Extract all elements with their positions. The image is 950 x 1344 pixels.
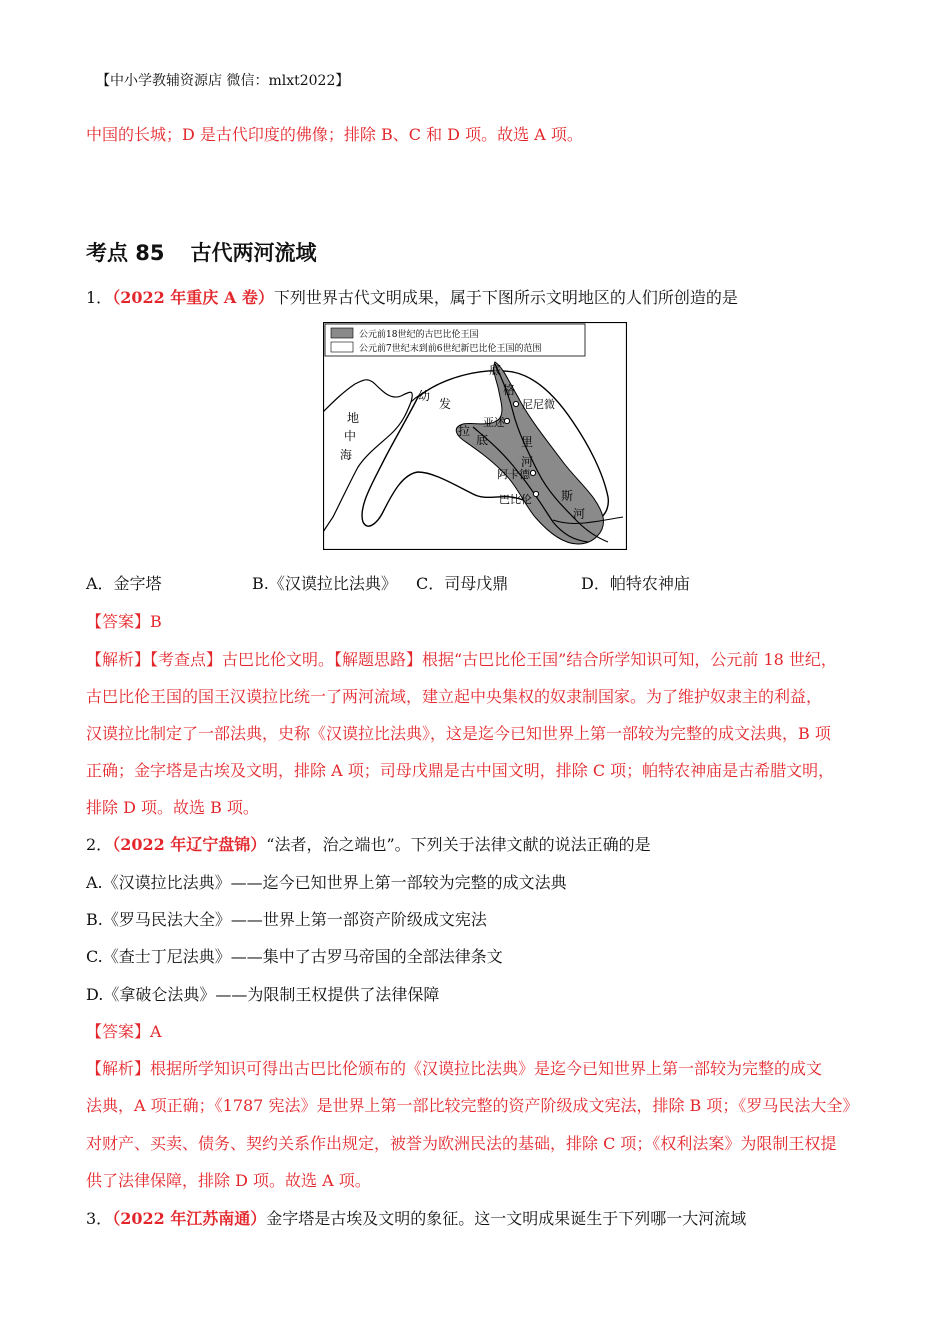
- map-label-euphrates-2: 发: [439, 397, 452, 411]
- question-2-option-b: B.《罗马民法大全》——世界上第一部资产阶级成文宪法: [86, 910, 487, 929]
- legend-neo-babylon: 公元前7世纪末到前6世纪新巴比伦王国的范围: [359, 344, 542, 354]
- question-text: 金字塔是古埃及文明的象征。这一文明成果诞生于下列哪一大河流域: [266, 1209, 747, 1228]
- question-text: “法者，治之端也”。下列关于法律文献的说法正确的是: [266, 835, 651, 854]
- question-number: 1．: [86, 288, 113, 307]
- map-label-tigris-1: 底: [489, 363, 502, 377]
- page-header: 【中小学教辅资源店 微信：mlxt2022】: [96, 73, 350, 89]
- question-2-answer: 【答案】A: [86, 1022, 162, 1041]
- map-label-assur: 亚述: [483, 416, 505, 429]
- question-1-analysis-line-2: 古巴比伦王国的国王汉谟拉比统一了两河流域，建立起中央集权的奴隶制国家。为了维护奴隶主的利益，: [86, 687, 823, 706]
- map-label-tigris-3: 里: [521, 435, 534, 449]
- question-2-analysis-line-2: 法典，A 项正确；《1787 宪法》是世界上第一部比较完整的资产阶级成文宪法，排除 B 项；《罗马民法大全》: [86, 1096, 859, 1115]
- map-label-sea-3: 海: [340, 448, 353, 462]
- map-label-tigris-6: 河: [573, 507, 586, 521]
- question-source: （2022 年江苏南通）: [112, 1209, 267, 1228]
- question-1-analysis-line-4: 正确；金字塔是古埃及文明，排除 A 项；司母戊鼎是古中国文明，排除 C 项；帕特农神庙是古希腊文明，: [86, 761, 835, 780]
- map-label-sea-2: 中: [344, 429, 357, 443]
- section-name: 古代两河流域: [190, 241, 317, 265]
- legend-swatch-old-babylon: [331, 328, 353, 338]
- question-text: 下列世界古代文明成果，属于下图所示文明地区的人们所创造的是: [273, 288, 738, 307]
- question-1-answer: 【答案】B: [86, 612, 162, 631]
- map-label-tigris-4: 河: [521, 455, 534, 469]
- map-label-euphrates-3: 拉: [458, 424, 471, 438]
- legend-old-babylon: 公元前18世纪的古巴比伦王国: [359, 330, 479, 340]
- map-label-nineveh: 尼尼微: [522, 398, 555, 411]
- question-2-option-d: D.《拿破仑法典》——为限制王权提供了法律保障: [86, 985, 440, 1004]
- previous-analysis-tail: 中国的长城；D 是古代印度的佛像；排除 B、C 和 D 项。故选 A 项。: [86, 125, 583, 144]
- option-c: C．司母戊鼎: [416, 574, 509, 593]
- map-label-babylon: 巴比伦: [499, 493, 532, 506]
- question-number: 2．: [86, 835, 113, 854]
- option-b: B.《汉谟拉比法典》: [252, 574, 397, 593]
- city-marker-akkad: [530, 470, 535, 475]
- city-marker-nineveh: [513, 401, 518, 406]
- map-label-tigris-5: 斯: [561, 489, 574, 503]
- question-2-option-c: C.《查士丁尼法典》——集中了古罗马帝国的全部法律条文: [86, 947, 503, 966]
- section-title: [86, 237, 317, 267]
- question-1-analysis-line-5: 排除 D 项。故选 B 项。: [86, 798, 259, 817]
- question-source: （2022 年重庆 A 卷）: [112, 288, 274, 307]
- question-1-analysis-line-1: 【解析】【考查点】古巴比伦文明。【解题思路】根据“古巴比伦王国”结合所学知识可知，公元前 18 世纪，: [86, 650, 837, 669]
- option-d: D．帕特农神庙: [581, 574, 690, 593]
- question-1-options: [86, 571, 786, 593]
- map-label-sea-1: 地: [347, 411, 360, 425]
- question-1-stem: [86, 285, 738, 308]
- city-marker-babylon: [533, 491, 538, 496]
- section-number: 考点 85: [86, 241, 165, 265]
- question-2-option-a: A.《汉谟拉比法典》——迄今已知世界上第一部较为完整的成文法典: [86, 873, 567, 892]
- question-2-stem: [86, 832, 651, 855]
- question-2-analysis-line-3: 对财产、买卖、债务、契约关系作出规定，被誉为欧洲民法的基础，排除 C 项；《权利法案》为限制王权提: [86, 1134, 837, 1153]
- map-label-euphrates-4: 底: [476, 433, 489, 447]
- city-marker-assur: [504, 418, 509, 423]
- question-source: （2022 年辽宁盘锦）: [112, 835, 267, 854]
- question-2-analysis-line-4: 供了法律保障，排除 D 项。故选 A 项。: [86, 1171, 371, 1190]
- question-1-analysis-line-3: 汉谟拉比制定了一部法典，史称《汉谟拉比法典》，这是迄今已知世界上第一部较为完整的成文法典，B 项: [86, 724, 831, 743]
- mesopotamia-map: [323, 322, 627, 550]
- option-a: A．金字塔: [86, 574, 162, 593]
- map-label-akkad: 阿卡德: [497, 468, 530, 481]
- question-2-analysis-line-1: 【解析】根据所学知识可得出古巴比伦颁布的《汉谟拉比法典》是迄今已知世界上第一部较为完整的成文: [86, 1059, 823, 1078]
- map-label-euphrates-1: 幼: [418, 389, 431, 403]
- question-3-stem: [86, 1206, 746, 1229]
- legend-swatch-neo-babylon: [331, 342, 353, 352]
- map-label-tigris-2: 格: [503, 383, 516, 397]
- question-number: 3．: [86, 1209, 113, 1228]
